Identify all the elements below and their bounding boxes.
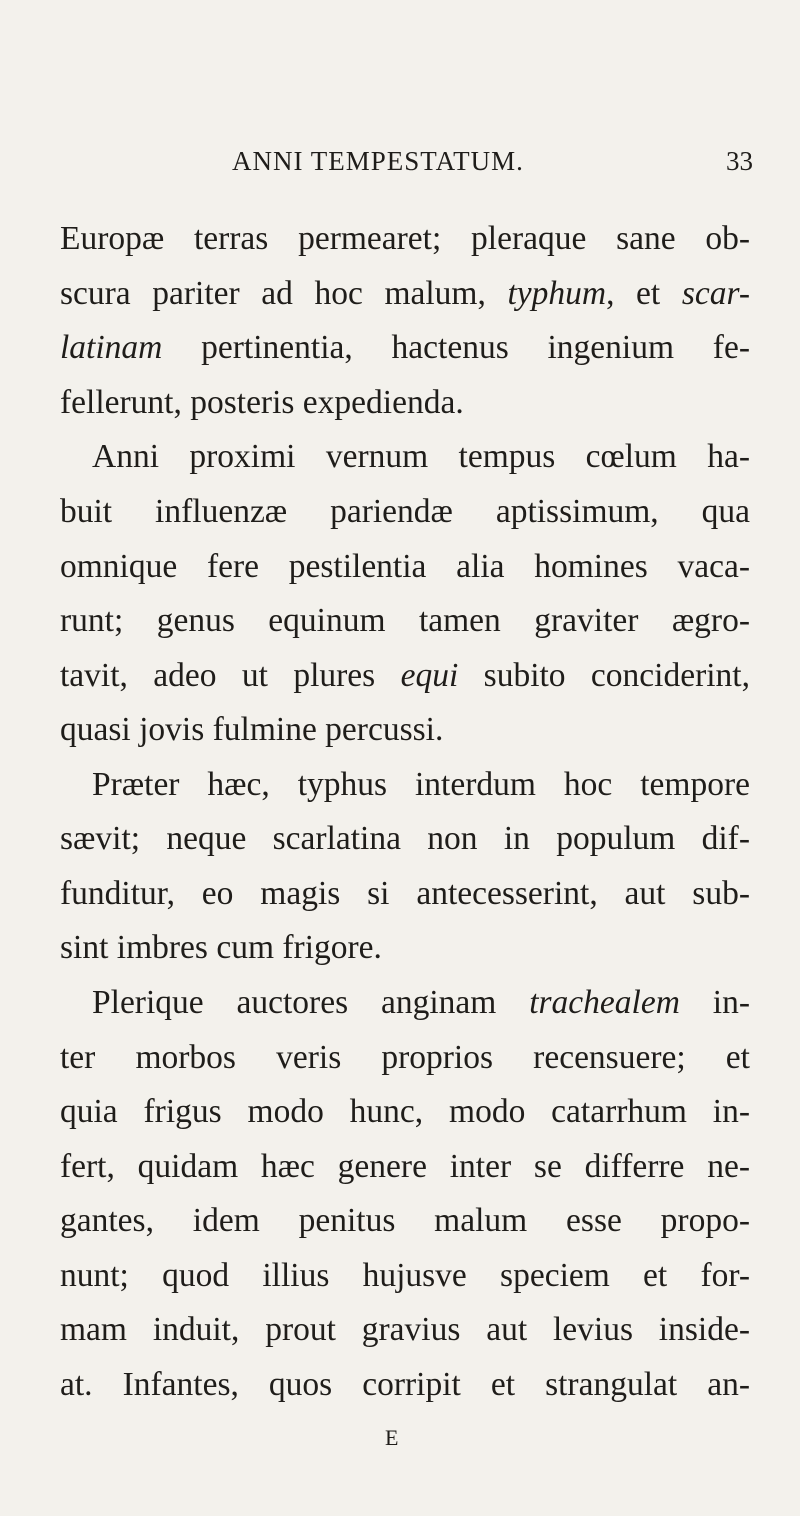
- text-line: quia frigus modo hunc, modo catarrhum in-: [60, 1093, 750, 1130]
- text-line: gantes, idem penitus malum esse propo-: [60, 1202, 750, 1239]
- text-line: funditur, eo magis si antecesserint, aut sub-: [60, 875, 750, 912]
- text-line: buit influenzæ pariendæ aptissimum, qua: [60, 493, 750, 530]
- text-line: nunt; quod illius hujusve speciem et for-: [60, 1257, 750, 1294]
- text-line: Anni proximi vernum tempus cœlum ha-: [92, 438, 750, 475]
- text-line: sævit; neque scarlatina non in populum dif-: [60, 820, 750, 857]
- text-line: Præter hæc, typhus interdum hoc tempore: [92, 766, 750, 803]
- signature-mark: E: [385, 1425, 399, 1450]
- text-line: omnique fere pestilentia alia homines vaca-: [60, 548, 750, 585]
- running-head: [0, 142, 800, 182]
- italic-term: scar-: [681, 275, 750, 312]
- text-line: fert, quidam hæc genere inter se differre ne-: [60, 1148, 750, 1185]
- text-line: tavit, adeo ut plures equi subito conciderint,: [60, 657, 750, 694]
- text-line: fellerunt, posteris expedienda.: [60, 384, 464, 421]
- italic-term: trachealem: [529, 984, 680, 1021]
- text-line: Plerique auctores anginam trachealem in-: [92, 984, 750, 1021]
- text-line: at. Infantes, quos corripit et strangulat an-: [60, 1366, 750, 1403]
- italic-term: typhum: [507, 275, 607, 312]
- page-number: 33: [726, 146, 753, 176]
- text-line: latinam pertinentia, hactenus ingenium fe-: [60, 329, 750, 366]
- text-line: ter morbos veris proprios recensuere; et: [60, 1039, 750, 1076]
- italic-term: latinam: [60, 329, 163, 366]
- text-line: sint imbres cum frigore.: [60, 929, 382, 966]
- text-line: scura pariter ad hoc malum, typhum, et scar-: [60, 275, 750, 312]
- text-line: quasi jovis fulmine percussi.: [60, 711, 444, 748]
- text-line: mam induit, prout gravius aut levius inside-: [60, 1311, 750, 1348]
- text-line: runt; genus equinum tamen graviter ægro-: [60, 602, 750, 639]
- running-title: ANNI TEMPESTATUM.: [232, 146, 524, 176]
- text-line: Europæ terras permearet; pleraque sane ob-: [60, 220, 750, 257]
- italic-term: equi: [400, 657, 459, 694]
